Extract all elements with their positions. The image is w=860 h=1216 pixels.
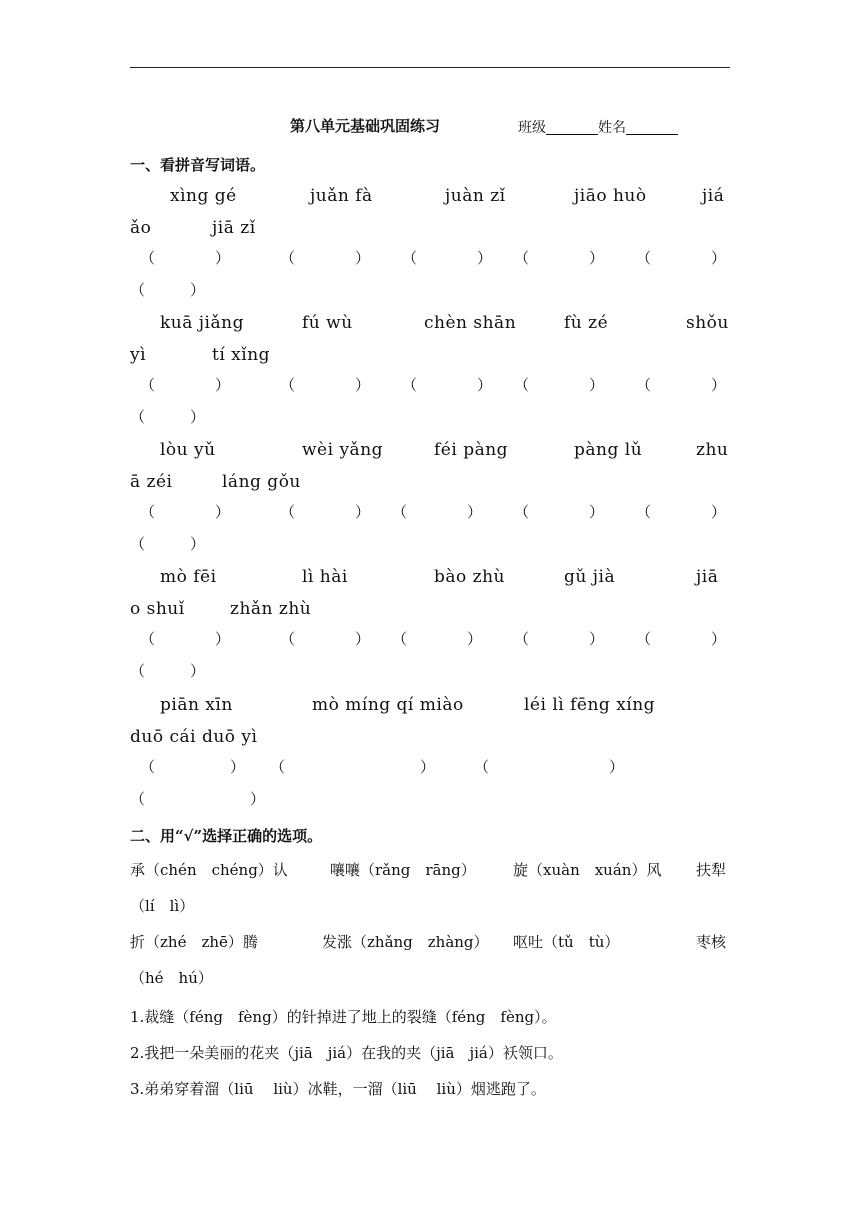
pinyin-word: zhu — [696, 440, 729, 460]
name-label: 姓名 — [598, 120, 626, 136]
pinyin-word: juàn zǐ — [445, 186, 506, 206]
answer-box[interactable]: （ ） — [130, 408, 206, 426]
sentence-1[interactable]: 1.裁缝（féng fèng）的针掉进了地上的裂缝（féng fèng）。 — [130, 1008, 557, 1026]
answer-box[interactable]: （ ） — [140, 503, 231, 521]
pinyin-word: bào zhù — [434, 567, 506, 587]
pinyin-word: o shuǐ — [130, 599, 185, 619]
pinyin-word: lòu yǔ — [160, 440, 216, 460]
pinyin-word: jiā — [696, 567, 719, 587]
answer-box[interactable]: （ ） — [140, 630, 231, 648]
answer-box[interactable]: （ ） — [402, 249, 493, 267]
pinyin-word: jiá — [702, 186, 725, 206]
pinyin-word: láng gǒu — [222, 472, 301, 492]
choice-item[interactable]: （hé hú） — [130, 969, 213, 987]
pinyin-word: shǒu — [686, 313, 729, 333]
pinyin-word: zhǎn zhù — [230, 599, 312, 619]
answer-box[interactable]: （ ） — [280, 630, 371, 648]
choice-item[interactable]: 折（zhé zhē）腾 — [130, 933, 258, 951]
choice-item[interactable]: 呕吐（tǔ tù） — [513, 933, 620, 951]
choice-item: 扶犁 — [696, 861, 727, 879]
pinyin-word: fú wù — [302, 313, 353, 333]
answer-box[interactable]: （ ） — [514, 630, 605, 648]
pinyin-word: ǎo — [130, 218, 152, 238]
pinyin-word: féi pàng — [434, 440, 509, 460]
pinyin-word: tí xǐng — [212, 345, 271, 365]
answer-box[interactable]: （ ） — [636, 630, 727, 648]
pinyin-word: lì hài — [302, 567, 348, 587]
pinyin-word: ā zéi — [130, 472, 173, 492]
pinyin-word: wèi yǎng — [302, 440, 384, 460]
answer-box[interactable]: （ ） — [140, 758, 246, 776]
pinyin-word: chèn shān — [424, 313, 517, 333]
answer-box[interactable]: （ ） — [140, 376, 231, 394]
choice-item[interactable]: （lí lì） — [130, 897, 195, 915]
answer-box[interactable]: （ ） — [392, 630, 483, 648]
pinyin-word: duō cái duō yì — [130, 727, 258, 747]
answer-box[interactable]: （ ） — [636, 249, 727, 267]
pinyin-word: kuā jiǎng — [160, 313, 244, 333]
choice-item[interactable]: 发涨（zhǎng zhàng） — [322, 933, 489, 951]
section1-heading: 一、看拼音写词语。 — [130, 156, 266, 174]
answer-box[interactable]: （ ） — [280, 376, 371, 394]
section2-heading: 二、用“√”选择正确的选项。 — [130, 827, 323, 845]
answer-box[interactable]: （ ） — [636, 503, 727, 521]
answer-box[interactable]: （ ） — [270, 758, 436, 776]
answer-box[interactable]: （ ） — [130, 535, 206, 553]
class-label: 班级 — [518, 120, 546, 136]
pinyin-word: fù zé — [564, 313, 609, 333]
answer-box[interactable]: （ ） — [130, 662, 206, 680]
name-blank[interactable] — [626, 120, 678, 135]
pinyin-word: jiāo huò — [574, 186, 647, 206]
sentence-3[interactable]: 3.弟弟穿着溜（liū liù）冰鞋，一溜（liū liù）烟逃跑了。 — [130, 1080, 546, 1098]
sentence-2[interactable]: 2.我把一朵美丽的花夹（jiā jiá）在我的夹（jiā jiá）袄领口。 — [130, 1044, 563, 1062]
worksheet-title: 第八单元基础巩固练习 — [290, 117, 441, 135]
answer-box[interactable]: （ ） — [514, 503, 605, 521]
pinyin-word: piān xīn — [160, 695, 233, 715]
header-rule — [130, 67, 730, 68]
answer-box[interactable]: （ ） — [636, 376, 727, 394]
choice-item: 枣核 — [696, 933, 727, 951]
pinyin-word: juǎn fà — [310, 186, 373, 206]
answer-box[interactable]: （ ） — [280, 503, 371, 521]
choice-item[interactable]: 旋（xuàn xuán）风 — [513, 861, 662, 879]
answer-box[interactable]: （ ） — [130, 790, 266, 808]
pinyin-word: jiā zǐ — [212, 218, 256, 238]
answer-box[interactable]: （ ） — [474, 758, 625, 776]
answer-box[interactable]: （ ） — [280, 249, 371, 267]
choice-item[interactable]: 承（chén chéng）认 — [130, 861, 288, 879]
answer-box[interactable]: （ ） — [140, 249, 231, 267]
answer-box[interactable]: （ ） — [392, 503, 483, 521]
answer-box[interactable]: （ ） — [402, 376, 493, 394]
pinyin-word: pàng lǔ — [574, 440, 643, 460]
pinyin-word: mò míng qí miào — [312, 695, 464, 715]
answer-box[interactable]: （ ） — [130, 281, 206, 299]
answer-box[interactable]: （ ） — [514, 249, 605, 267]
student-info — [518, 117, 678, 137]
pinyin-word: xìng gé — [170, 186, 237, 206]
pinyin-word: léi lì fēng xíng — [524, 695, 656, 715]
class-blank[interactable] — [546, 120, 598, 135]
pinyin-word: yì — [130, 345, 147, 365]
choice-item[interactable]: 嚷嚷（rǎng rāng） — [330, 861, 476, 879]
pinyin-word: gǔ jià — [564, 567, 616, 587]
pinyin-word: mò fēi — [160, 567, 217, 587]
answer-box[interactable]: （ ） — [514, 376, 605, 394]
